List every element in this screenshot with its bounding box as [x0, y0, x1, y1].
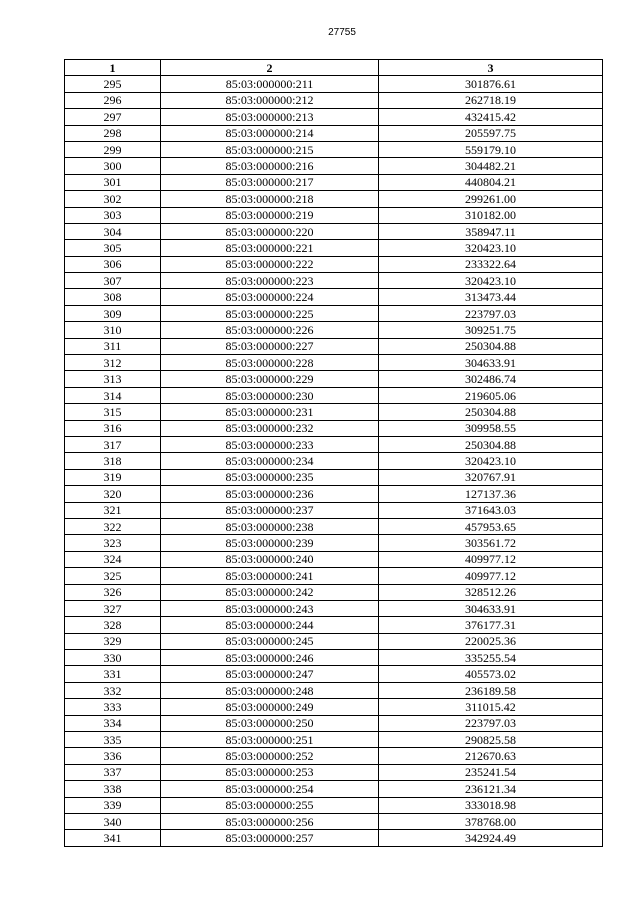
row-number-cell: 314 — [65, 387, 161, 403]
value-cell: 303561.72 — [379, 535, 603, 551]
cadastral-number-cell: 85:03:000000:241 — [161, 568, 379, 584]
cadastral-number-cell: 85:03:000000:216 — [161, 158, 379, 174]
table-row — [65, 289, 603, 305]
row-number-cell: 307 — [65, 273, 161, 289]
cadastral-number-cell: 85:03:000000:245 — [161, 633, 379, 649]
value-cell: 335255.54 — [379, 650, 603, 666]
value-cell: 301876.61 — [379, 76, 603, 92]
row-number-cell: 340 — [65, 813, 161, 829]
table-row — [65, 584, 603, 600]
table-row — [65, 551, 603, 567]
cadastral-number-cell: 85:03:000000:238 — [161, 518, 379, 534]
cadastral-number-cell: 85:03:000000:246 — [161, 650, 379, 666]
value-cell: 236189.58 — [379, 682, 603, 698]
cadastral-number-cell: 85:03:000000:211 — [161, 76, 379, 92]
table-row — [65, 600, 603, 616]
table-row — [65, 715, 603, 731]
value-cell: 302486.74 — [379, 371, 603, 387]
row-number-cell: 338 — [65, 781, 161, 797]
row-number-cell: 296 — [65, 92, 161, 108]
cadastral-number-cell: 85:03:000000:226 — [161, 322, 379, 338]
table-row — [65, 797, 603, 813]
value-cell: 250304.88 — [379, 436, 603, 452]
cadastral-number-cell: 85:03:000000:255 — [161, 797, 379, 813]
row-number-cell: 324 — [65, 551, 161, 567]
row-number-cell: 302 — [65, 191, 161, 207]
row-number-cell: 317 — [65, 436, 161, 452]
table-row — [65, 486, 603, 502]
value-cell: 309958.55 — [379, 420, 603, 436]
value-cell: 299261.00 — [379, 191, 603, 207]
cadastral-number-cell: 85:03:000000:224 — [161, 289, 379, 305]
cadastral-number-cell: 85:03:000000:240 — [161, 551, 379, 567]
cadastral-number-cell: 85:03:000000:235 — [161, 469, 379, 485]
cadastral-number-cell: 85:03:000000:247 — [161, 666, 379, 682]
value-cell: 320423.10 — [379, 273, 603, 289]
table-header — [65, 60, 603, 76]
row-number-cell: 299 — [65, 141, 161, 157]
row-number-cell: 330 — [65, 650, 161, 666]
table-row — [65, 322, 603, 338]
cadastral-number-cell: 85:03:000000:253 — [161, 764, 379, 780]
table-row — [65, 174, 603, 190]
row-number-cell: 320 — [65, 486, 161, 502]
table-row — [65, 371, 603, 387]
row-number-cell: 298 — [65, 125, 161, 141]
value-cell: 432415.42 — [379, 109, 603, 125]
value-cell: 405573.02 — [379, 666, 603, 682]
row-number-cell: 333 — [65, 699, 161, 715]
table-row — [65, 387, 603, 403]
table-row — [65, 666, 603, 682]
row-number-cell: 301 — [65, 174, 161, 190]
row-number-cell: 315 — [65, 404, 161, 420]
table-row — [65, 273, 603, 289]
table-row — [65, 535, 603, 551]
value-cell: 457953.65 — [379, 518, 603, 534]
cadastral-number-cell: 85:03:000000:219 — [161, 207, 379, 223]
cadastral-number-cell: 85:03:000000:221 — [161, 240, 379, 256]
header-cell-1: 1 — [65, 60, 161, 76]
row-number-cell: 322 — [65, 518, 161, 534]
value-cell: 409977.12 — [379, 551, 603, 567]
row-number-cell: 323 — [65, 535, 161, 551]
row-number-cell: 337 — [65, 764, 161, 780]
cadastral-number-cell: 85:03:000000:250 — [161, 715, 379, 731]
cadastral-number-cell: 85:03:000000:257 — [161, 830, 379, 846]
table-row — [65, 502, 603, 518]
value-cell: 250304.88 — [379, 404, 603, 420]
value-cell: 304633.91 — [379, 355, 603, 371]
table-row — [65, 568, 603, 584]
table-row — [65, 781, 603, 797]
row-number-cell: 304 — [65, 223, 161, 239]
table-row — [65, 650, 603, 666]
table-row — [65, 223, 603, 239]
table-row — [65, 92, 603, 108]
table-row — [65, 420, 603, 436]
data-table — [64, 59, 603, 847]
value-cell: 376177.31 — [379, 617, 603, 633]
row-number-cell: 336 — [65, 748, 161, 764]
cadastral-number-cell: 85:03:000000:214 — [161, 125, 379, 141]
row-number-cell: 303 — [65, 207, 161, 223]
row-number-cell: 310 — [65, 322, 161, 338]
value-cell: 290825.58 — [379, 732, 603, 748]
row-number-cell: 335 — [65, 732, 161, 748]
cadastral-number-cell: 85:03:000000:237 — [161, 502, 379, 518]
table-row — [65, 141, 603, 157]
header-cell-3: 3 — [379, 60, 603, 76]
row-number-cell: 308 — [65, 289, 161, 305]
cadastral-number-cell: 85:03:000000:215 — [161, 141, 379, 157]
value-cell: 409977.12 — [379, 568, 603, 584]
row-number-cell: 321 — [65, 502, 161, 518]
cadastral-number-cell: 85:03:000000:236 — [161, 486, 379, 502]
cadastral-number-cell: 85:03:000000:243 — [161, 600, 379, 616]
value-cell: 311015.42 — [379, 699, 603, 715]
table-row — [65, 305, 603, 321]
table-row — [65, 338, 603, 354]
page-number: 27755 — [328, 27, 356, 38]
value-cell: 440804.21 — [379, 174, 603, 190]
row-number-cell: 339 — [65, 797, 161, 813]
table-row — [65, 764, 603, 780]
cadastral-number-cell: 85:03:000000:239 — [161, 535, 379, 551]
cadastral-number-cell: 85:03:000000:228 — [161, 355, 379, 371]
row-number-cell: 306 — [65, 256, 161, 272]
value-cell: 328512.26 — [379, 584, 603, 600]
table-row — [65, 240, 603, 256]
table-row — [65, 617, 603, 633]
header-row — [65, 60, 603, 76]
row-number-cell: 309 — [65, 305, 161, 321]
row-number-cell: 318 — [65, 453, 161, 469]
table-row — [65, 256, 603, 272]
value-cell: 358947.11 — [379, 223, 603, 239]
table-row — [65, 518, 603, 534]
row-number-cell: 316 — [65, 420, 161, 436]
cadastral-number-cell: 85:03:000000:222 — [161, 256, 379, 272]
table-row — [65, 813, 603, 829]
row-number-cell: 305 — [65, 240, 161, 256]
value-cell: 310182.00 — [379, 207, 603, 223]
table-row — [65, 682, 603, 698]
cadastral-number-cell: 85:03:000000:217 — [161, 174, 379, 190]
value-cell: 304633.91 — [379, 600, 603, 616]
table-row — [65, 830, 603, 846]
cadastral-number-cell: 85:03:000000:230 — [161, 387, 379, 403]
cadastral-number-cell: 85:03:000000:242 — [161, 584, 379, 600]
row-number-cell: 325 — [65, 568, 161, 584]
cadastral-number-cell: 85:03:000000:234 — [161, 453, 379, 469]
cadastral-number-cell: 85:03:000000:231 — [161, 404, 379, 420]
row-number-cell: 313 — [65, 371, 161, 387]
table-row — [65, 158, 603, 174]
cadastral-number-cell: 85:03:000000:256 — [161, 813, 379, 829]
table-row — [65, 191, 603, 207]
row-number-cell: 295 — [65, 76, 161, 92]
cadastral-number-cell: 85:03:000000:232 — [161, 420, 379, 436]
value-cell: 127137.36 — [379, 486, 603, 502]
value-cell: 371643.03 — [379, 502, 603, 518]
cadastral-number-cell: 85:03:000000:252 — [161, 748, 379, 764]
row-number-cell: 327 — [65, 600, 161, 616]
cadastral-number-cell: 85:03:000000:218 — [161, 191, 379, 207]
cadastral-number-cell: 85:03:000000:248 — [161, 682, 379, 698]
row-number-cell: 319 — [65, 469, 161, 485]
cadastral-number-cell: 85:03:000000:233 — [161, 436, 379, 452]
row-number-cell: 341 — [65, 830, 161, 846]
row-number-cell: 311 — [65, 338, 161, 354]
value-cell: 378768.00 — [379, 813, 603, 829]
value-cell: 320767.91 — [379, 469, 603, 485]
table-row — [65, 436, 603, 452]
row-number-cell: 332 — [65, 682, 161, 698]
table-row — [65, 207, 603, 223]
cadastral-number-cell: 85:03:000000:244 — [161, 617, 379, 633]
table-row — [65, 125, 603, 141]
value-cell: 309251.75 — [379, 322, 603, 338]
row-number-cell: 331 — [65, 666, 161, 682]
value-cell: 236121.34 — [379, 781, 603, 797]
cadastral-number-cell: 85:03:000000:225 — [161, 305, 379, 321]
table-row — [65, 453, 603, 469]
row-number-cell: 300 — [65, 158, 161, 174]
table-row — [65, 109, 603, 125]
value-cell: 212670.63 — [379, 748, 603, 764]
value-cell: 320423.10 — [379, 240, 603, 256]
value-cell: 262718.19 — [379, 92, 603, 108]
table-row — [65, 699, 603, 715]
cadastral-number-cell: 85:03:000000:213 — [161, 109, 379, 125]
value-cell: 233322.64 — [379, 256, 603, 272]
row-number-cell: 328 — [65, 617, 161, 633]
table-row — [65, 732, 603, 748]
row-number-cell: 334 — [65, 715, 161, 731]
value-cell: 219605.06 — [379, 387, 603, 403]
row-number-cell: 297 — [65, 109, 161, 125]
row-number-cell: 326 — [65, 584, 161, 600]
cadastral-number-cell: 85:03:000000:212 — [161, 92, 379, 108]
cadastral-number-cell: 85:03:000000:254 — [161, 781, 379, 797]
value-cell: 220025.36 — [379, 633, 603, 649]
value-cell: 559179.10 — [379, 141, 603, 157]
header-cell-2: 2 — [161, 60, 379, 76]
value-cell: 223797.03 — [379, 305, 603, 321]
cadastral-number-cell: 85:03:000000:251 — [161, 732, 379, 748]
value-cell: 223797.03 — [379, 715, 603, 731]
table-row — [65, 76, 603, 92]
value-cell: 235241.54 — [379, 764, 603, 780]
row-number-cell: 312 — [65, 355, 161, 371]
value-cell: 333018.98 — [379, 797, 603, 813]
value-cell: 205597.75 — [379, 125, 603, 141]
cadastral-number-cell: 85:03:000000:249 — [161, 699, 379, 715]
table-body — [65, 76, 603, 846]
table-row — [65, 469, 603, 485]
value-cell: 320423.10 — [379, 453, 603, 469]
table-row — [65, 355, 603, 371]
cadastral-number-cell: 85:03:000000:223 — [161, 273, 379, 289]
value-cell: 342924.49 — [379, 830, 603, 846]
cadastral-number-cell: 85:03:000000:220 — [161, 223, 379, 239]
row-number-cell: 329 — [65, 633, 161, 649]
value-cell: 250304.88 — [379, 338, 603, 354]
value-cell: 313473.44 — [379, 289, 603, 305]
value-cell: 304482.21 — [379, 158, 603, 174]
table-row — [65, 404, 603, 420]
table-row — [65, 633, 603, 649]
table-row — [65, 748, 603, 764]
cadastral-number-cell: 85:03:000000:227 — [161, 338, 379, 354]
cadastral-number-cell: 85:03:000000:229 — [161, 371, 379, 387]
